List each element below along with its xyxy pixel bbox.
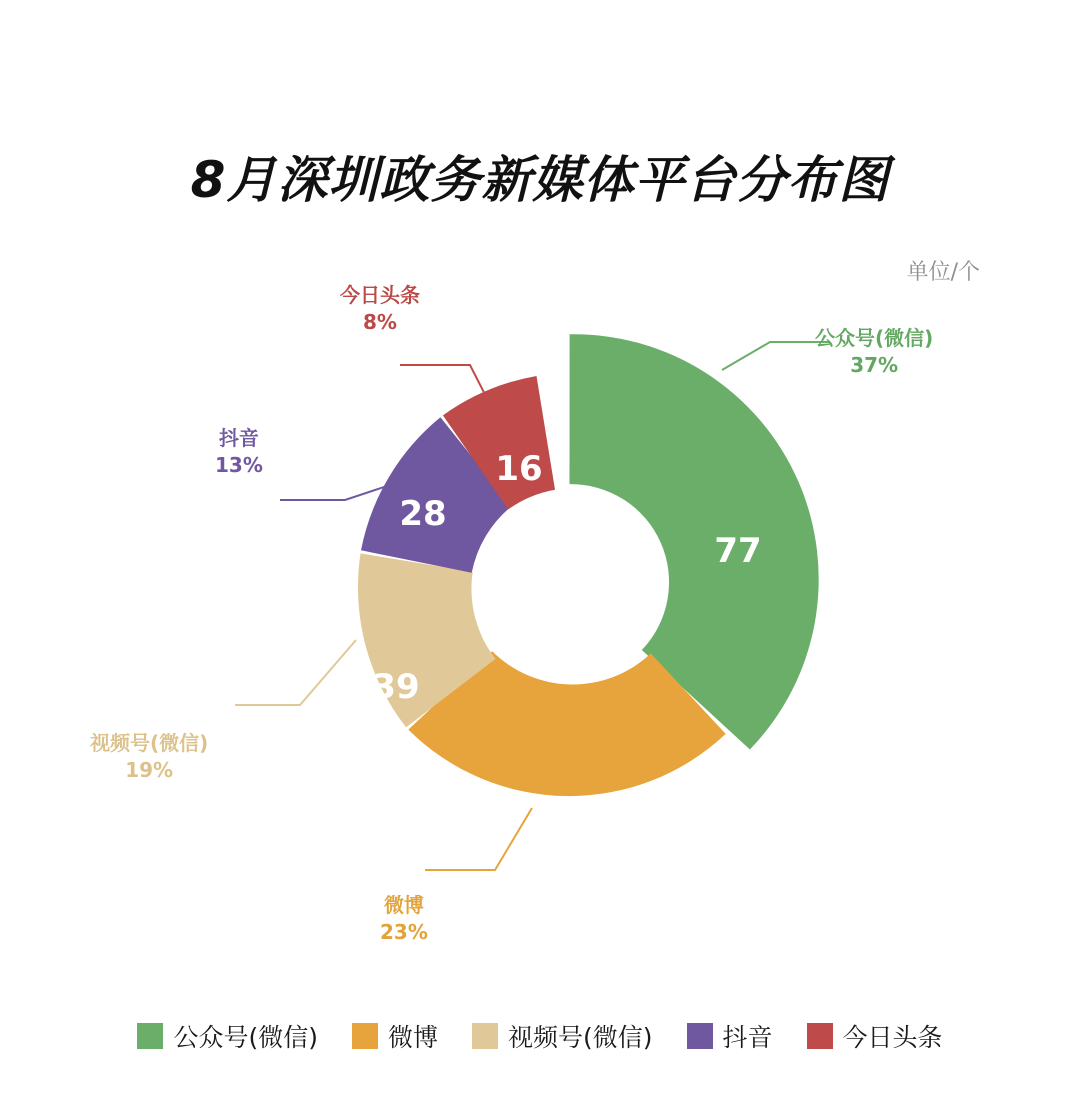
- unit-label: 单位/个: [906, 260, 980, 285]
- slice-value-gongzhonghao: 77: [714, 531, 762, 571]
- legend-label-douyin: 抖音: [722, 1023, 773, 1052]
- legend-swatch-douyin: [687, 1023, 713, 1049]
- legend: [0, 1018, 1080, 1054]
- callout-percent-weibo: 23%: [380, 920, 428, 944]
- slice-value-douyin: 28: [399, 494, 447, 534]
- callout-douyin: [215, 425, 263, 479]
- chart-title: 8月深圳政务新媒体平台分布图: [190, 151, 890, 209]
- legend-item-toutiao[interactable]: [807, 1018, 943, 1054]
- callout-percent-toutiao: 8%: [363, 310, 397, 334]
- slice-value-weibo: 47: [540, 807, 588, 847]
- legend-swatch-weibo: [352, 1023, 378, 1049]
- callout-label-toutiao: 今日头条: [340, 283, 420, 307]
- callout-weibo: [380, 892, 428, 946]
- callout-gongzhonghao: [815, 325, 933, 379]
- legend-label-shipinhao: 视频号(微信): [507, 1023, 653, 1052]
- legend-item-gongzhonghao[interactable]: [137, 1018, 318, 1054]
- legend-label-toutiao: 今日头条: [842, 1023, 943, 1052]
- callout-percent-shipinhao: 19%: [125, 758, 174, 782]
- leader-line-shipinhao: [235, 640, 356, 705]
- legend-swatch-shipinhao: [472, 1023, 498, 1049]
- donut-chart: [270, 300, 830, 880]
- legend-label-gongzhonghao: 公众号(微信): [173, 1023, 318, 1052]
- callout-toutiao: [340, 282, 420, 336]
- callout-label-shipinhao: 视频号(微信): [90, 731, 209, 755]
- legend-item-weibo[interactable]: [352, 1018, 438, 1054]
- legend-label-weibo: 微博: [387, 1023, 438, 1052]
- legend-swatch-toutiao: [807, 1023, 833, 1049]
- slice-value-shipinhao: 39: [372, 667, 420, 707]
- donut-svg: [270, 300, 830, 880]
- callout-percent-douyin: 13%: [215, 453, 263, 477]
- slice-value-toutiao: 16: [495, 449, 543, 489]
- leader-line-douyin: [280, 485, 390, 500]
- leader-line-weibo: [425, 808, 532, 870]
- callout-label-weibo: 微博: [383, 893, 424, 917]
- callout-label-douyin: 抖音: [218, 426, 259, 450]
- callout-percent-gongzhonghao: 37%: [850, 353, 899, 377]
- legend-item-shipinhao[interactable]: [472, 1018, 653, 1054]
- legend-item-douyin[interactable]: [687, 1018, 773, 1054]
- legend-swatch-gongzhonghao: [137, 1023, 163, 1049]
- callout-label-gongzhonghao: 公众号(微信): [815, 326, 934, 350]
- leader-line-gongzhonghao: [722, 342, 830, 370]
- callout-shipinhao: [90, 730, 208, 784]
